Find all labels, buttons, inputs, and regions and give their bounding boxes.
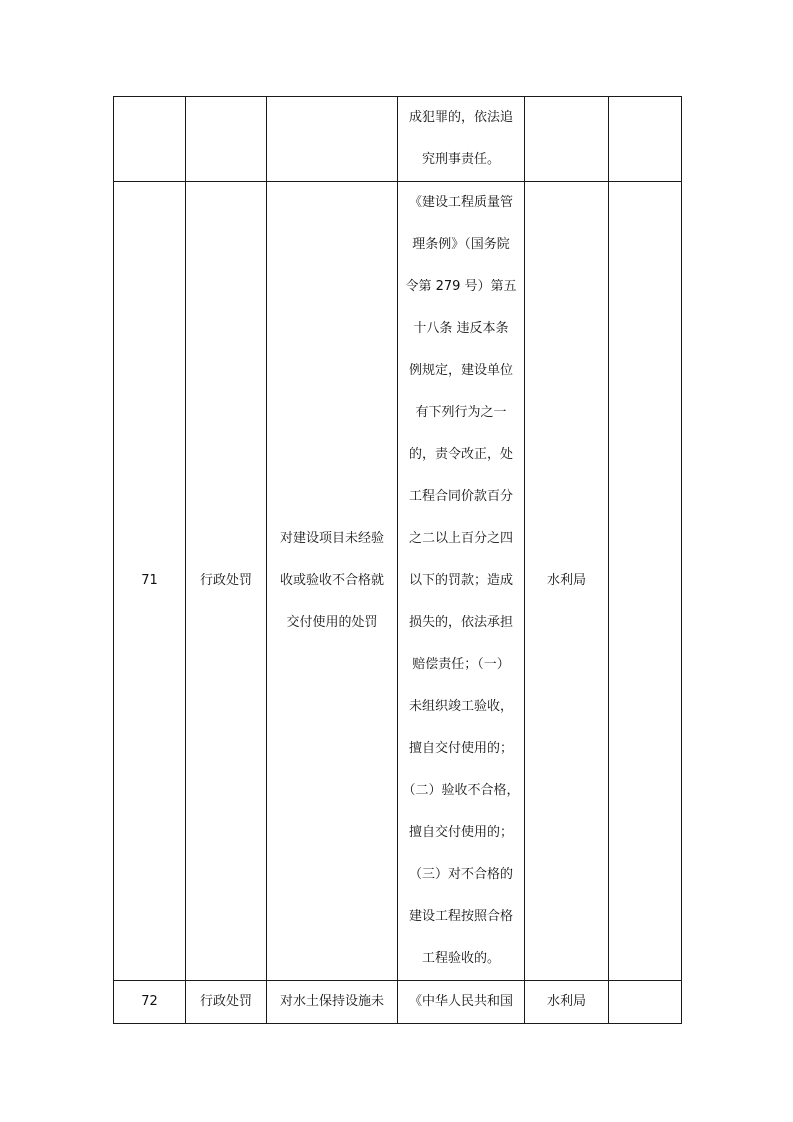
legal-basis-line: 十八条 违反本条 — [413, 321, 509, 336]
department: 水利局 — [546, 994, 586, 1009]
legal-basis-line: （三）对不合格的 — [408, 867, 513, 882]
item-name-line: 对建设项目未经验 — [279, 531, 384, 546]
item-name-line: 交付使用的处罚 — [286, 615, 378, 630]
note-cell — [609, 981, 682, 1024]
penalty-type: 行政处罚 — [199, 994, 252, 1009]
legal-basis-line: 《建设工程质量管 — [408, 195, 513, 210]
row-number-cell — [114, 981, 186, 1024]
table-row — [114, 182, 682, 981]
legal-basis-line: 令第 279 号）第五 — [405, 279, 517, 294]
item-name-line: 对水土保持设施未 — [279, 994, 384, 1009]
legal-basis-cell — [398, 182, 525, 981]
department-cell — [525, 981, 609, 1024]
row-number: 71 — [141, 573, 158, 588]
row-number-cell — [114, 182, 186, 981]
legal-basis-line: 之二以上百分之四 — [408, 531, 513, 546]
table-row — [114, 97, 682, 182]
legal-basis-line: 损失的，依法承担 — [408, 615, 513, 630]
row-number-cell — [114, 97, 186, 182]
legal-basis-line: 建设工程按照合格 — [408, 909, 513, 924]
department-cell — [525, 97, 609, 182]
item-name-cell — [267, 97, 398, 182]
penalty-type-cell — [186, 97, 267, 182]
legal-basis-line: 的，责令改正，处 — [408, 447, 513, 462]
legal-basis-line: 擅自交付使用的； — [408, 825, 513, 840]
item-name-line: 收或验收不合格就 — [279, 573, 384, 588]
legal-basis-line: 成犯罪的，依法追 — [408, 110, 513, 125]
legal-basis-line: （二）验收不合格， — [402, 783, 520, 798]
legal-basis-line: 赔偿责任；（一） — [412, 657, 510, 672]
table-row — [114, 981, 682, 1024]
legal-basis-line: 以下的罚款；造成 — [408, 573, 513, 588]
legal-basis-line: 工程合同价款百分 — [408, 489, 513, 504]
penalty-type: 行政处罚 — [199, 573, 252, 588]
department: 水利局 — [546, 573, 586, 588]
legal-basis-line: 理条例》（国务院 — [412, 237, 510, 252]
note-cell — [609, 97, 682, 182]
legal-basis-line: 究刑事责任。 — [421, 152, 500, 167]
legal-basis-line: 工程验收的。 — [421, 951, 500, 966]
legal-basis-cell — [398, 97, 525, 182]
penalty-type-cell — [186, 981, 267, 1024]
item-name-cell — [267, 182, 398, 981]
note-cell — [609, 182, 682, 981]
legal-basis-line: 例规定，建设单位 — [408, 363, 513, 378]
item-name-cell — [267, 981, 398, 1024]
legal-basis-cell — [398, 981, 525, 1024]
legal-basis-line: 擅自交付使用的； — [408, 741, 513, 756]
legal-basis-line: 未组织竣工验收， — [408, 699, 513, 714]
department-cell — [525, 182, 609, 981]
penalty-type-cell — [186, 182, 267, 981]
row-number: 72 — [141, 994, 158, 1009]
regulation-table — [113, 96, 682, 1024]
legal-basis-line: 有下列行为之一 — [415, 405, 507, 420]
legal-basis-line: 《中华人民共和国 — [408, 994, 513, 1009]
